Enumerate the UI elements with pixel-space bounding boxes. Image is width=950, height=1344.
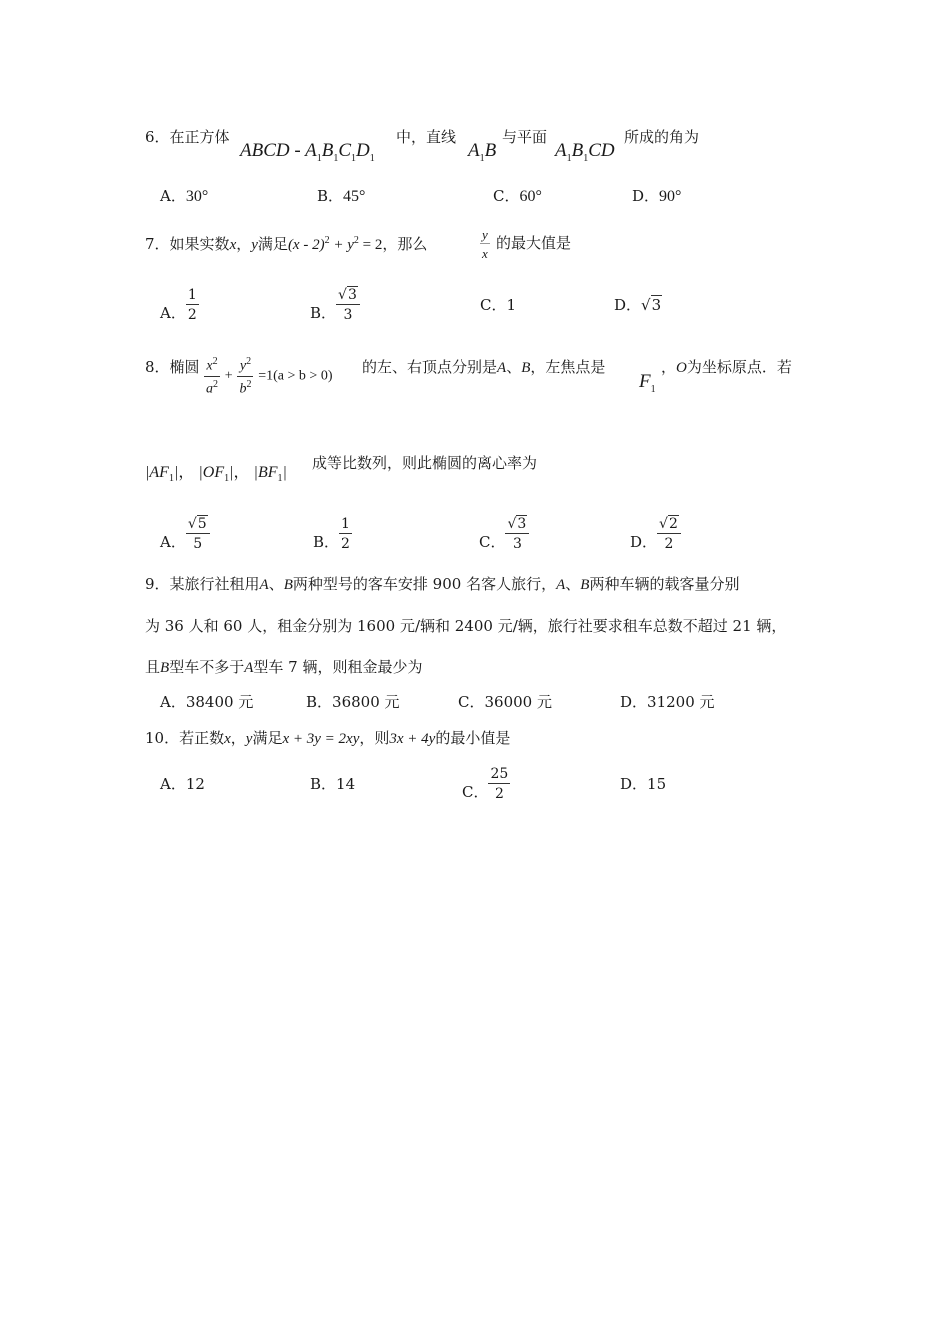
q8-option-d[interactable]: D． $\frac{√2}{2}$	[630, 517, 681, 551]
q6-option-c[interactable]: C．60°	[493, 187, 542, 205]
q6-text-2: 中，直线	[396, 128, 457, 146]
q9-option-d[interactable]: D．31200 元	[620, 693, 715, 711]
q8-text-3: ，O为坐标原点．若	[661, 358, 792, 376]
q7-option-d[interactable]: D．√3	[614, 296, 662, 314]
q8-focus: $F_1$	[639, 371, 656, 395]
q8-abs-values: $|AF_1|$， $|OF_1|$， $|BF_1|$	[145, 464, 287, 485]
q6-option-b[interactable]: B．45°	[317, 187, 366, 205]
q6-text-4: 所成的角为	[624, 128, 700, 146]
question-7: 7．如果实数x，y满足$(x - 2)^2 + y^2 = 2$，那么	[145, 235, 428, 253]
q8-text-4: 成等比数列，则此椭圆的离心率为	[312, 454, 538, 472]
q8-option-c[interactable]: C． $\frac{√3}{3}$	[479, 517, 529, 551]
q8-option-b[interactable]: B． $\frac{1}{2}$	[313, 516, 350, 552]
q8-option-a[interactable]: A． $\frac{√5}{5}$	[160, 517, 210, 551]
q6-text-3: 与平面	[502, 128, 548, 146]
q6-line-expr: $A_1B$	[468, 140, 497, 164]
q7-option-b[interactable]: B． $\frac{√3}{3}$	[310, 288, 360, 322]
question-8: 8．椭圆	[145, 358, 200, 376]
q6-cube-expr: ABCD - $A_1B_1C_1D_1$	[240, 140, 375, 164]
q10-option-a[interactable]: A．12	[160, 775, 205, 793]
q8-text-2: 的左、右顶点分别是A、B，左焦点是	[362, 358, 606, 376]
q6-option-d[interactable]: D．90°	[632, 187, 682, 205]
q7-option-c[interactable]: C．1	[480, 296, 517, 314]
q9-option-a[interactable]: A．38400 元	[160, 693, 254, 711]
question-9-line-2: 为 36 人和 60 人，租金分别为 1600 元/辆和 2400 元/辆，旅行社要求租车总数不超过 21 辆，	[145, 617, 787, 635]
q10-option-b[interactable]: B．14	[310, 775, 356, 793]
q8-ellipse-eq: $\frac{x^2}{a^2}$ + $\frac{y^2}{b^2}$ =1(a > b > 0)	[206, 356, 333, 397]
q10-option-c[interactable]: C． $\frac{25}{2}$	[462, 766, 509, 802]
question-6: 6．在正方体	[145, 128, 230, 146]
q9-option-b[interactable]: B．36800 元	[306, 693, 400, 711]
q9-option-c[interactable]: C．36000 元	[458, 693, 552, 711]
question-9-line-1: 9．某旅行社租用A、B两种型号的客车安排 900 名客人旅行，A、B两种车辆的载客量分别	[145, 575, 740, 593]
q10-option-d[interactable]: D．15	[620, 775, 667, 793]
q7-option-a[interactable]: A． $\frac{1}{2}$	[160, 287, 197, 323]
question-10: 10．若正数x，y满足x + 3y = 2xy，则3x + 4y的最小值是	[145, 729, 511, 747]
q7-text-4: 的最大值是	[496, 234, 572, 252]
q7-fraction: $\frac{y}{x}$	[482, 227, 488, 261]
question-9-line-3: 且B型车不多于A型车 7 辆，则租金最少为	[145, 658, 423, 676]
q6-option-a[interactable]: A．30°	[160, 187, 209, 205]
q6-plane-expr: $A_1B_1CD$	[555, 140, 615, 164]
